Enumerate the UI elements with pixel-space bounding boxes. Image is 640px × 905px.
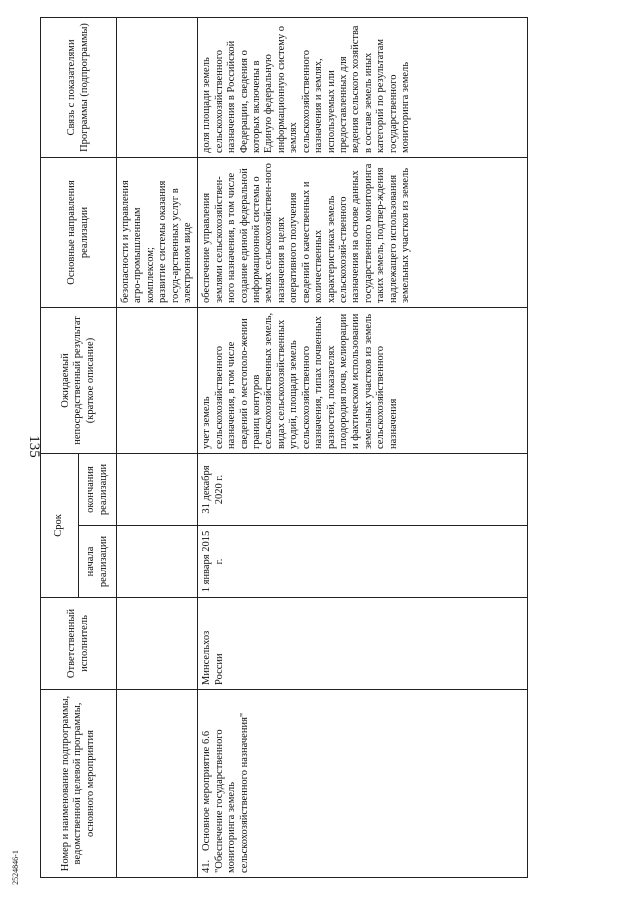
header-term: Срок [41,453,79,597]
carry-empty-executor [117,598,198,690]
carry-empty-end [117,453,198,525]
rotated-table-sheet [40,18,606,878]
document-code: 2524846-1 [10,850,20,885]
row-name: Основное мероприятие 6.6 "Обеспечение государственного мониторинга земель сельскохозяйственного назначения" [201,712,250,873]
carry-empty-result [117,307,198,453]
row-name-cell [198,690,528,878]
header-directions: Основные направления реализации [41,157,117,307]
header-start: начала реализации [79,526,117,598]
row-number: 41. [201,859,213,873]
page-number: 135 [25,435,42,458]
row-start: 1 января 2015 г. [198,526,528,598]
header-end: окончания реализации [79,453,117,525]
carry-empty-link [117,17,198,157]
header-result: Ожидаемый непосредственный результат (краткое описание) [41,307,117,453]
row-end: 31 декабря 2020 г. [198,453,528,525]
row-link: доля площади земель сельскохозяйственного назначения в Российской Федерации, сведения о которых включены в Единую федеральную информационную систему о землях сельскохозяйственного назначения и землях, используемых или предоставленных для ведения сельского хозяйства в составе земель иных категорий по результатам государственного мониторинга земель [198,17,528,157]
carry-empty-name [117,690,198,878]
carry-empty-start [117,526,198,598]
header-name: Номер и наименование подпрограммы, ведомственной целевой программы, основного мероприятия [41,690,117,878]
row-result: учет земель сельскохозяйственного назначения, в том числе сведений о местополо-жении границ контуров сельскохозяйственных земель, видах сельскохозяйственных угодий, площади земель сельскохозяйственного назначения, типах почвенных разностей, показателях плодородия почв, мелиорации и фактическом использовании земельных участков из земель сельскохозяйственного назначения [198,307,528,453]
carry-directions: безопасности и управления агро-промышленным комплексом; развитие системы оказания госуд-арственных услуг в электронном виде [117,157,198,307]
header-executor: Ответственный исполнитель [41,598,117,690]
program-table [40,17,528,878]
header-link: Связь с показателями Программы (подпрограммы) [41,17,117,157]
row-executor: Минсельхоз России [198,598,528,690]
row-directions: обеспечение управления землями сельскохозяйствен-ного назначения, в том числе создание единой федеральной информационной системы о землях сельскохозяйствен-ного назначения в целях оперативного получения сведений о качественных и количественных характеристиках земель сельскохозяй-ственного назначения на основе данных государственного мониторинга таких земель, подтвер-ждения надлежащего использования земельных участков из земель [198,157,528,307]
